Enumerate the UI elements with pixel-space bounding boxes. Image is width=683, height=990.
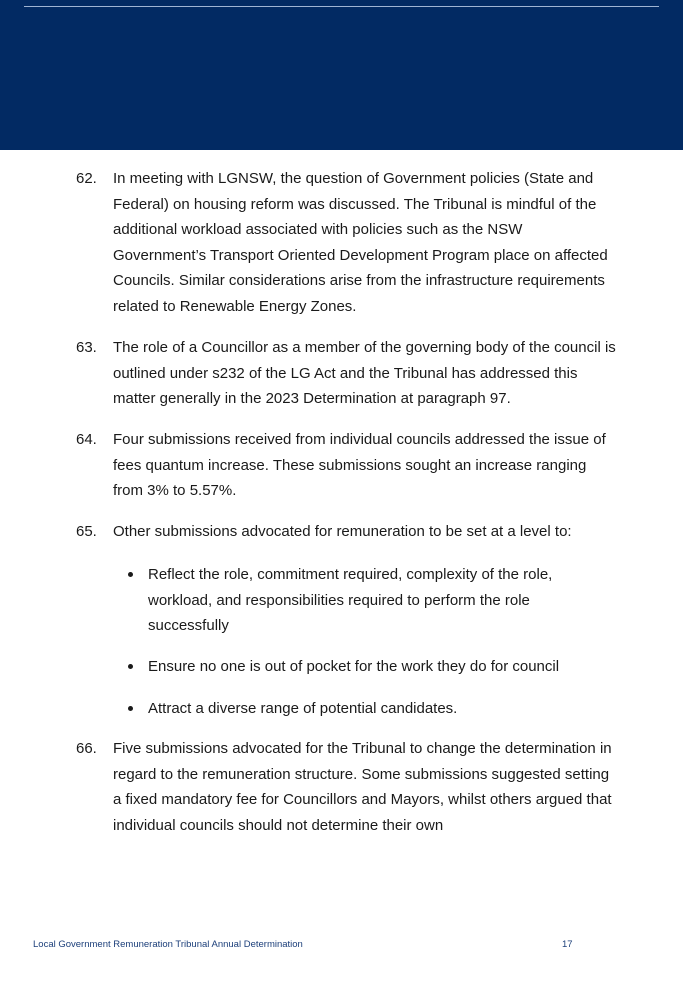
paragraph-number: 66. <box>76 740 97 757</box>
paragraph-number: 62. <box>76 170 97 187</box>
paragraph-number: 65. <box>76 523 97 540</box>
paragraph-text: Five submissions advocated for the Tribunal to change the determination in regard to the remuneration structure. Some submissions suggested setting a fixed mandatory fee for Councillors and Mayors, whilst others argued that individual councils should not determine their own <box>113 740 612 834</box>
bullet-dot-icon <box>128 664 133 669</box>
bullet-item <box>128 696 588 722</box>
bullet-item <box>128 562 588 639</box>
header-rule <box>24 6 659 7</box>
paragraph-64 <box>76 427 616 504</box>
bullet-text: Ensure no one is out of pocket for the work they do for council <box>148 658 560 675</box>
footer-title: Local Government Remuneration Tribunal Annual Determination <box>33 939 303 950</box>
header-band <box>0 0 683 150</box>
paragraph-62 <box>76 166 616 320</box>
bullet-dot-icon <box>128 706 133 711</box>
paragraph-text: Other submissions advocated for remuneration to be set at a level to: <box>113 523 572 540</box>
paragraph-66 <box>76 736 616 838</box>
bullet-item <box>128 654 588 680</box>
paragraph-number: 64. <box>76 431 97 448</box>
paragraph-text: The role of a Councillor as a member of the governing body of the council is outlined under s232 of the LG Act and the Tribunal has addressed this matter generally in the 2023 Determination at paragraph 97. <box>113 339 616 408</box>
paragraph-65 <box>76 519 616 545</box>
bullet-text: Reflect the role, commitment required, complexity of the role, workload, and responsibilities required to perform the role successfully <box>148 566 553 635</box>
paragraph-number: 63. <box>76 339 97 356</box>
paragraph-text: In meeting with LGNSW, the question of Government policies (State and Federal) on housing reform was discussed. The Tribunal is mindful of the additional workload associated with policies such as the NSW Government’s Transport Oriented Development Program place on affected Councils. Similar considerations arise from the infrastructure requirements related to Renewable Energy Zones. <box>113 170 608 315</box>
page-number: 17 <box>562 939 573 950</box>
paragraph-text: Four submissions received from individual councils addressed the issue of fees quantum increase. These submissions sought an increase ranging from 3% to 5.57%. <box>113 431 606 500</box>
bullet-text: Attract a diverse range of potential candidates. <box>148 700 458 717</box>
paragraph-63 <box>76 335 616 412</box>
bullet-dot-icon <box>128 572 133 577</box>
